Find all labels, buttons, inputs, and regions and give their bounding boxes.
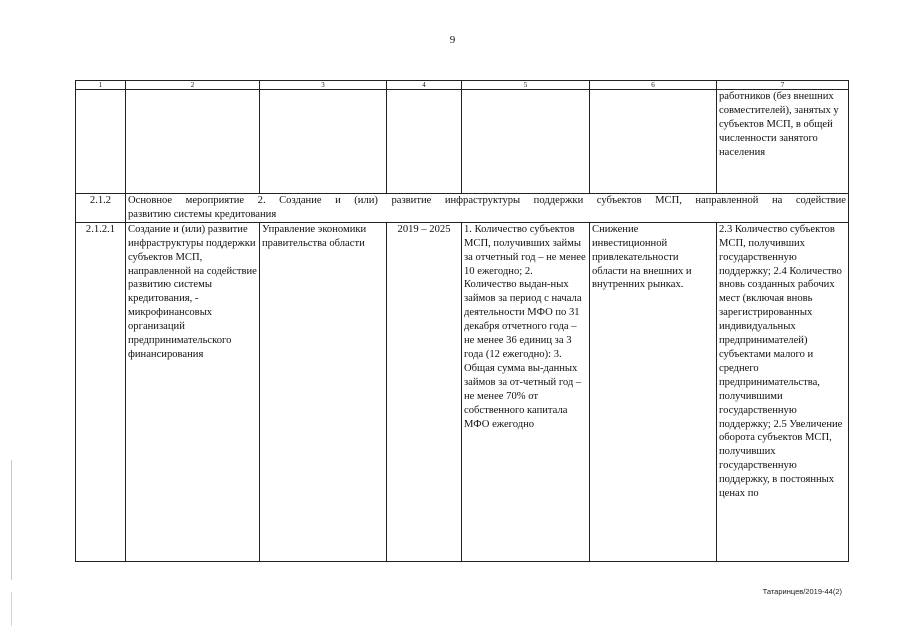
header-cell: 5 [462, 81, 590, 90]
header-cell: 4 [387, 81, 462, 90]
page-number: 9 [449, 34, 456, 46]
expected-result-cell: 1. Количество субъектов МСП, получивших займы за отчетный год – не менее 10 ежегодно; 2. Количество выдан-ных займов за период с начала деятельности МФО по 31 декабря отчетного года – не менее 36 единиц за 3 года (12 ежегодно): 3. Общая сумма вы-данных займов за от-четный год – не менее 70% от собственного капитала МФО ежегодно [462, 222, 590, 561]
header-cell: 7 [717, 81, 849, 90]
header-cell: 2 [126, 81, 260, 90]
row-number: 2.1.2 [76, 194, 126, 223]
activity-name-cell: Создание и (или) развитие инфраструктуры поддержки субъектов МСП, направленной на содействие развитию системы кредитования, - микрофинансовых организаций предпринимательского финансирования [126, 222, 260, 561]
header-cell: 6 [590, 81, 717, 90]
period-cell: 2019 – 2025 [387, 222, 462, 561]
main-activity-text [126, 194, 849, 223]
table-row [76, 90, 849, 194]
document-code: Татаринцев/2019-44(2) [762, 587, 842, 596]
scan-artifact-line [11, 460, 12, 580]
table-cell [590, 90, 717, 194]
table-cell [126, 90, 260, 194]
header-cell: 3 [260, 81, 387, 90]
table-row-main-activity [76, 194, 849, 223]
header-cell: 1 [76, 81, 126, 90]
indicator-link-cell: 2.3 Количество субъектов МСП, получивших государственную поддержку; 2.4 Количество вновь созданных рабочих мест (включая вновь зарегистрированных индивидуальных предпринимателей) субъектами малого и среднего предпринимательства, получившими государственную поддержку; 2.5 Увеличение оборота субъектов МСП, получивших государственную поддержку, в постоянных ценах по [717, 222, 849, 561]
indicator-cell: работников (без внешних совместителей), занятых у субъектов МСП, в общей численности занятого населения [717, 90, 849, 194]
responsible-cell: Управление экономики правительства области [260, 222, 387, 561]
main-activity-line: развитию системы кредитования [128, 208, 277, 220]
main-activity-line: Основное мероприятие 2. Создание и (или) развитие инфраструктуры поддержки субъектов МСП, направленной на содействие [128, 195, 846, 206]
scan-artifact-line [11, 592, 12, 626]
table-cell [462, 90, 590, 194]
table-cell [260, 90, 387, 194]
table-cell [76, 90, 126, 194]
measures-table [75, 80, 849, 562]
table-row-activity [76, 222, 849, 561]
table-header-row [76, 81, 849, 90]
row-number: 2.1.2.1 [76, 222, 126, 561]
consequence-cell: Снижение инвестиционной привлекательности области на внешних и внутренних рынках. [590, 222, 717, 561]
table-cell [387, 90, 462, 194]
